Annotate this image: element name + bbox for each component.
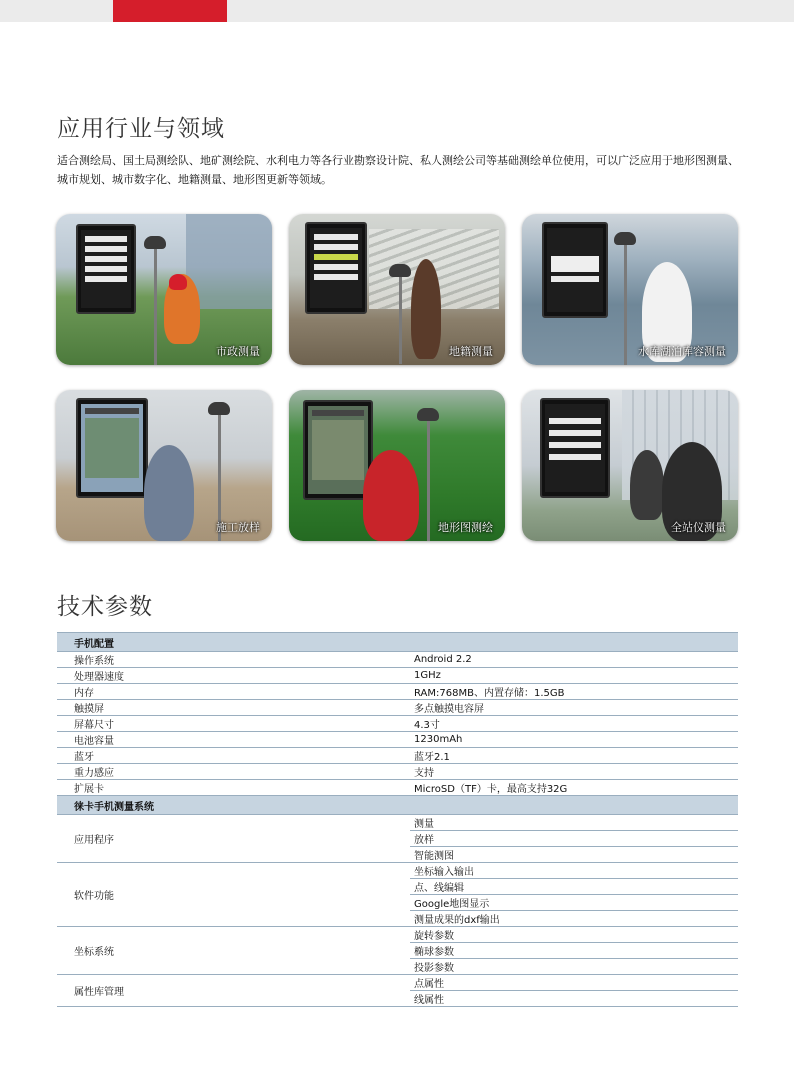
spec-group-item: 放样	[410, 831, 738, 847]
spec-row	[57, 815, 738, 831]
spec-value: 1230mAh	[410, 732, 738, 748]
spec-row	[57, 780, 738, 796]
spec-group-item: 椭球参数	[410, 943, 738, 959]
top-bar	[0, 0, 794, 22]
spec-section-title: 手机配置	[57, 633, 738, 652]
spec-row	[57, 652, 738, 668]
photo-caption: 市政测量	[216, 345, 260, 358]
spec-group-label: 属性库管理	[57, 975, 410, 1007]
photo-caption: 水库湖泊库容测量	[638, 345, 726, 358]
spec-group-label: 应用程序	[57, 815, 410, 863]
spec-label: 触摸屏	[57, 700, 410, 716]
photo-reservoir-survey	[522, 214, 738, 365]
spec-group-item: 旋转参数	[410, 927, 738, 943]
spec-row	[57, 927, 738, 943]
spec-row	[57, 764, 738, 780]
spec-group-item: 测量	[410, 815, 738, 831]
spec-group-item: Google地图显示	[410, 895, 738, 911]
spec-label: 处理器速度	[57, 668, 410, 684]
spec-label: 扩展卡	[57, 780, 410, 796]
photo-caption: 地形图测绘	[438, 521, 493, 534]
spec-row	[57, 700, 738, 716]
spec-label: 重力感应	[57, 764, 410, 780]
spec-row	[57, 668, 738, 684]
photo-total-station-survey	[522, 390, 738, 541]
spec-value: MicroSD（TF）卡，最高支持32G	[410, 780, 738, 796]
spec-row	[57, 684, 738, 700]
spec-group-item: 点、线编辑	[410, 879, 738, 895]
photo-cadastral-survey	[289, 214, 505, 365]
spec-label: 内存	[57, 684, 410, 700]
spec-label: 操作系统	[57, 652, 410, 668]
spec-table	[57, 632, 738, 1007]
spec-value: 多点触摸电容屏	[410, 700, 738, 716]
spec-label: 屏幕尺寸	[57, 716, 410, 732]
spec-label: 电池容量	[57, 732, 410, 748]
spec-group-label: 坐标系统	[57, 927, 410, 975]
spec-group-item: 投影参数	[410, 959, 738, 975]
spec-row	[57, 863, 738, 879]
spec-group-item: 智能测图	[410, 847, 738, 863]
spec-group-label: 软件功能	[57, 863, 410, 927]
spec-row	[57, 716, 738, 732]
spec-value: 4.3寸	[410, 716, 738, 732]
spec-row	[57, 975, 738, 991]
spec-group-item: 测量成果的dxf输出	[410, 911, 738, 927]
spec-section-header	[57, 796, 738, 815]
spec-group-item: 坐标输入输出	[410, 863, 738, 879]
photo-caption: 地籍测量	[449, 345, 493, 358]
photo-caption: 全站仪测量	[671, 521, 726, 534]
spec-section-title: 徕卡手机测量系统	[57, 796, 738, 815]
spec-section-header	[57, 633, 738, 652]
spec-group-item: 线属性	[410, 991, 738, 1007]
spec-value: RAM:768MB、内置存储：1.5GB	[410, 684, 738, 700]
spec-value: Android 2.2	[410, 652, 738, 668]
photo-construction-stakeout	[56, 390, 272, 541]
photo-topographic-mapping	[289, 390, 505, 541]
photo-municipal-survey	[56, 214, 272, 365]
spec-row	[57, 748, 738, 764]
spec-value: 支持	[410, 764, 738, 780]
spec-value: 1GHz	[410, 668, 738, 684]
spec-row	[57, 732, 738, 748]
photo-caption: 施工放样	[216, 521, 260, 534]
spec-group-item: 点属性	[410, 975, 738, 991]
intro-paragraph: 适合测绘局、国土局测绘队、地矿测绘院、水利电力等各行业勘察设计院、私人测绘公司等基础测绘单位使用，可以广泛应用于地形图测量、城市规划、城市数字化、地籍测量、地形图更新等领域。	[57, 154, 739, 186]
section-title-specifications: 技术参数	[57, 594, 153, 620]
spec-value: 蓝牙2.1	[410, 748, 738, 764]
spec-label: 蓝牙	[57, 748, 410, 764]
section-title-applications: 应用行业与领域	[57, 116, 225, 142]
brand-accent-bar	[113, 0, 227, 22]
